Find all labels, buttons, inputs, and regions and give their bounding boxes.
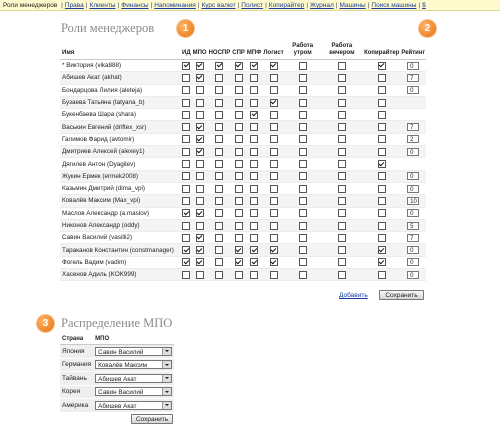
column-header: Работа вечером xyxy=(321,43,363,60)
role-checkbox[interactable] xyxy=(196,234,204,242)
role-checkbox[interactable] xyxy=(378,135,386,143)
distribution-section-title: Распределение МПО xyxy=(61,316,173,330)
save-roles-button[interactable]: Сохранить xyxy=(379,290,424,300)
role-checkbox[interactable] xyxy=(338,197,346,205)
role-checkbox[interactable] xyxy=(215,222,223,230)
nav-separator: | xyxy=(418,2,421,9)
role-checkbox[interactable] xyxy=(215,160,223,168)
nav-link[interactable]: Копирайтер xyxy=(268,2,305,9)
step-badge-1: 1 xyxy=(177,20,194,37)
table-row xyxy=(60,109,426,121)
role-checkbox[interactable] xyxy=(196,172,204,180)
role-checkbox[interactable] xyxy=(250,246,258,254)
role-checkbox[interactable] xyxy=(338,111,346,119)
nav-separator: | xyxy=(335,2,338,9)
role-checkbox[interactable] xyxy=(196,246,204,254)
role-checkbox[interactable] xyxy=(299,62,307,70)
role-checkbox[interactable] xyxy=(196,99,204,107)
role-checkbox[interactable] xyxy=(270,148,278,156)
role-checkbox[interactable] xyxy=(378,258,386,266)
role-checkbox[interactable] xyxy=(270,246,278,254)
rating-input[interactable]: 0 xyxy=(407,62,419,70)
role-checkbox[interactable] xyxy=(235,271,243,279)
role-checkbox[interactable] xyxy=(270,99,278,107)
country-label: Тайвань xyxy=(60,372,93,386)
role-checkbox[interactable] xyxy=(250,222,258,230)
rating-input[interactable]: 10 xyxy=(407,197,419,205)
manager-name: Хасенов Адиль (KOK999) xyxy=(60,269,181,281)
role-checkbox[interactable] xyxy=(196,74,204,82)
role-checkbox[interactable] xyxy=(182,148,190,156)
manager-select-value: Ковалёв Максим xyxy=(98,362,147,370)
role-checkbox[interactable] xyxy=(215,135,223,143)
role-checkbox[interactable] xyxy=(215,185,223,193)
role-checkbox[interactable] xyxy=(250,160,258,168)
role-checkbox[interactable] xyxy=(299,222,307,230)
table-row xyxy=(60,60,426,72)
manager-select[interactable] xyxy=(95,360,172,369)
role-checkbox[interactable] xyxy=(378,209,386,217)
role-checkbox[interactable] xyxy=(235,222,243,230)
role-checkbox[interactable] xyxy=(182,258,190,266)
role-checkbox[interactable] xyxy=(250,185,258,193)
role-checkbox[interactable] xyxy=(299,123,307,131)
rating-input[interactable]: 0 xyxy=(407,258,419,266)
rating-input[interactable]: 7 xyxy=(407,74,419,82)
nav-link[interactable]: Поиск машины xyxy=(371,2,417,9)
chevron-down-icon[interactable] xyxy=(162,388,171,395)
role-checkbox[interactable] xyxy=(235,185,243,193)
rating-input[interactable]: 0 xyxy=(407,271,419,279)
role-checkbox[interactable] xyxy=(250,86,258,94)
role-checkbox[interactable] xyxy=(215,99,223,107)
role-checkbox[interactable] xyxy=(196,197,204,205)
rating-input[interactable]: 0 xyxy=(407,185,419,193)
role-checkbox[interactable] xyxy=(196,209,204,217)
role-checkbox[interactable] xyxy=(215,74,223,82)
role-checkbox[interactable] xyxy=(338,160,346,168)
role-checkbox[interactable] xyxy=(270,185,278,193)
role-checkbox[interactable] xyxy=(250,148,258,156)
manager-name: * Виктория (vika888) xyxy=(60,60,181,72)
role-checkbox[interactable] xyxy=(250,197,258,205)
role-checkbox[interactable] xyxy=(196,62,204,70)
role-checkbox[interactable] xyxy=(338,62,346,70)
role-checkbox[interactable] xyxy=(250,99,258,107)
chevron-down-icon[interactable] xyxy=(162,348,171,355)
column-header: Копирайтер xyxy=(363,43,400,60)
nav-current: Роли менеджеров xyxy=(3,2,58,9)
role-checkbox[interactable] xyxy=(235,99,243,107)
role-checkbox[interactable] xyxy=(182,123,190,131)
column-header: НОСПР xyxy=(208,43,232,60)
role-checkbox[interactable] xyxy=(182,234,190,242)
role-checkbox[interactable] xyxy=(250,258,258,266)
role-checkbox[interactable] xyxy=(235,111,243,119)
roles-section-title: Роли менеджеров xyxy=(61,21,155,35)
role-checkbox[interactable] xyxy=(182,160,190,168)
role-checkbox[interactable] xyxy=(182,185,190,193)
manager-select-value: Абишев Акат xyxy=(98,375,137,383)
role-checkbox[interactable] xyxy=(378,86,386,94)
role-checkbox[interactable] xyxy=(378,197,386,205)
role-checkbox[interactable] xyxy=(250,172,258,180)
manager-select[interactable] xyxy=(95,401,172,410)
top-navigation xyxy=(0,0,500,11)
role-checkbox[interactable] xyxy=(196,123,204,131)
country-label: Корея xyxy=(60,385,93,399)
role-checkbox[interactable] xyxy=(270,197,278,205)
distribution-row xyxy=(60,372,174,386)
distribution-table xyxy=(60,336,174,413)
role-checkbox[interactable] xyxy=(378,160,386,168)
role-checkbox[interactable] xyxy=(235,86,243,94)
table-row xyxy=(60,96,426,108)
rating-input[interactable]: 2 xyxy=(407,135,419,143)
role-checkbox[interactable] xyxy=(299,197,307,205)
column-header: Имя xyxy=(60,43,181,60)
table-row xyxy=(60,232,426,244)
role-checkbox[interactable] xyxy=(270,172,278,180)
role-checkbox[interactable] xyxy=(250,234,258,242)
table-row xyxy=(60,146,426,158)
table-row xyxy=(60,170,426,182)
column-header: ИД xyxy=(181,43,192,60)
table-row xyxy=(60,269,426,281)
role-checkbox[interactable] xyxy=(235,209,243,217)
nav-separator: | xyxy=(117,2,120,9)
role-checkbox[interactable] xyxy=(378,99,386,107)
role-checkbox[interactable] xyxy=(250,271,258,279)
role-checkbox[interactable] xyxy=(270,234,278,242)
role-checkbox[interactable] xyxy=(338,86,346,94)
role-checkbox[interactable] xyxy=(299,135,307,143)
manager-name: Савин Василий (vasilli2) xyxy=(60,232,181,244)
nav-link[interactable]: $ xyxy=(422,2,426,9)
chevron-down-icon[interactable] xyxy=(162,375,171,382)
managers-table xyxy=(60,43,426,281)
column-header: МПО xyxy=(192,43,208,60)
role-checkbox[interactable] xyxy=(235,123,243,131)
role-checkbox[interactable] xyxy=(182,209,190,217)
nav-separator: | xyxy=(85,2,88,9)
role-checkbox[interactable] xyxy=(182,246,190,254)
role-checkbox[interactable] xyxy=(182,111,190,119)
distribution-row xyxy=(60,385,174,399)
role-checkbox[interactable] xyxy=(378,148,386,156)
role-checkbox[interactable] xyxy=(270,111,278,119)
role-checkbox[interactable] xyxy=(215,258,223,266)
manager-name: Тараканов Константин (constmanager) xyxy=(60,244,181,256)
role-checkbox[interactable] xyxy=(299,209,307,217)
role-checkbox[interactable] xyxy=(299,246,307,254)
role-checkbox[interactable] xyxy=(215,234,223,242)
role-checkbox[interactable] xyxy=(215,197,223,205)
role-checkbox[interactable] xyxy=(182,86,190,94)
table-row xyxy=(60,121,426,133)
manager-name: Абишев Акат (akhat) xyxy=(60,72,181,84)
table-row xyxy=(60,133,426,145)
role-checkbox[interactable] xyxy=(378,62,386,70)
nav-separator: | xyxy=(265,2,267,9)
role-checkbox[interactable] xyxy=(196,148,204,156)
manager-name: Никонов Александр (oddy) xyxy=(60,219,181,231)
role-checkbox[interactable] xyxy=(182,197,190,205)
manager-name: Казьмин Дмитрий (dima_vpi) xyxy=(60,182,181,194)
role-checkbox[interactable] xyxy=(215,86,223,94)
table-row xyxy=(60,244,426,256)
role-checkbox[interactable] xyxy=(338,172,346,180)
role-checkbox[interactable] xyxy=(235,246,243,254)
manager-select[interactable] xyxy=(95,374,172,383)
chevron-down-icon[interactable] xyxy=(162,402,171,409)
distribution-row xyxy=(60,399,174,413)
nav-separator: | xyxy=(367,2,370,9)
manager-name: Фогель Вадим (vadim) xyxy=(60,256,181,268)
role-checkbox[interactable] xyxy=(250,111,258,119)
role-checkbox[interactable] xyxy=(378,111,386,119)
col-country-header: Страна xyxy=(60,336,93,345)
role-checkbox[interactable] xyxy=(235,62,243,70)
role-checkbox[interactable] xyxy=(250,135,258,143)
role-checkbox[interactable] xyxy=(182,62,190,70)
role-checkbox[interactable] xyxy=(299,271,307,279)
role-checkbox[interactable] xyxy=(270,135,278,143)
manager-select-value: Абишев Акат xyxy=(98,402,137,410)
role-checkbox[interactable] xyxy=(270,258,278,266)
role-checkbox[interactable] xyxy=(338,234,346,242)
manager-select[interactable] xyxy=(95,347,172,356)
table-row xyxy=(60,195,426,207)
role-checkbox[interactable] xyxy=(378,123,386,131)
role-checkbox[interactable] xyxy=(215,209,223,217)
nav-link[interactable]: Журнал xyxy=(310,2,334,9)
role-checkbox[interactable] xyxy=(338,99,346,107)
column-header: Логист xyxy=(262,43,284,60)
nav-separator: | xyxy=(150,2,153,9)
role-checkbox[interactable] xyxy=(299,99,307,107)
nav-link[interactable]: Напоминания xyxy=(154,2,196,9)
role-checkbox[interactable] xyxy=(182,74,190,82)
rating-input[interactable]: 0 xyxy=(407,209,419,217)
role-checkbox[interactable] xyxy=(196,271,204,279)
role-checkbox[interactable] xyxy=(215,246,223,254)
role-checkbox[interactable] xyxy=(196,222,204,230)
role-checkbox[interactable] xyxy=(250,62,258,70)
nav-separator: | xyxy=(61,2,63,9)
role-checkbox[interactable] xyxy=(182,99,190,107)
nav-link[interactable]: Полист xyxy=(241,2,264,9)
manager-name: Дягилев Антон (Dyagilev) xyxy=(60,158,181,170)
role-checkbox[interactable] xyxy=(378,172,386,180)
column-header: Рейтинг xyxy=(400,43,426,60)
role-checkbox[interactable] xyxy=(215,148,223,156)
role-checkbox[interactable] xyxy=(196,160,204,168)
role-checkbox[interactable] xyxy=(378,234,386,242)
rating-input[interactable]: 7 xyxy=(407,123,419,131)
column-header: СПР xyxy=(231,43,246,60)
role-checkbox[interactable] xyxy=(270,86,278,94)
chevron-down-icon[interactable] xyxy=(162,361,171,368)
manager-name: Ковалёв Максим (Max_vpi) xyxy=(60,195,181,207)
manager-name: Галимов Фарид (avtomir) xyxy=(60,133,181,145)
nav-separator: | xyxy=(197,2,200,9)
role-checkbox[interactable] xyxy=(378,271,386,279)
country-label: Америка xyxy=(60,399,93,413)
role-checkbox[interactable] xyxy=(338,258,346,266)
rating-input[interactable]: 0 xyxy=(407,148,419,156)
manager-select-value: Савин Василий xyxy=(98,389,144,397)
role-checkbox[interactable] xyxy=(182,172,190,180)
role-checkbox[interactable] xyxy=(196,258,204,266)
role-checkbox[interactable] xyxy=(299,148,307,156)
role-checkbox[interactable] xyxy=(235,197,243,205)
role-checkbox[interactable] xyxy=(338,209,346,217)
nav-link[interactable]: Клиенты xyxy=(89,2,116,9)
manager-name: Бузаева Татьяна (tatyana_b) xyxy=(60,96,181,108)
role-checkbox[interactable] xyxy=(338,148,346,156)
role-checkbox[interactable] xyxy=(299,258,307,266)
role-checkbox[interactable] xyxy=(235,135,243,143)
role-checkbox[interactable] xyxy=(250,209,258,217)
step-badge-3: 3 xyxy=(37,315,54,332)
role-checkbox[interactable] xyxy=(196,185,204,193)
nav-separator: | xyxy=(306,2,309,9)
role-checkbox[interactable] xyxy=(299,86,307,94)
nav-link[interactable]: Права xyxy=(64,2,84,9)
role-checkbox[interactable] xyxy=(182,135,190,143)
manager-name: Васькин Евгений (driftex_xsr) xyxy=(60,121,181,133)
nav-link[interactable]: Финансы xyxy=(121,2,149,9)
role-checkbox[interactable] xyxy=(182,222,190,230)
role-checkbox[interactable] xyxy=(338,123,346,131)
role-checkbox[interactable] xyxy=(270,222,278,230)
role-checkbox[interactable] xyxy=(196,111,204,119)
role-checkbox[interactable] xyxy=(235,74,243,82)
role-checkbox[interactable] xyxy=(338,185,346,193)
table-row xyxy=(60,182,426,194)
save-distribution-button[interactable]: Сохранить xyxy=(131,414,173,424)
role-checkbox[interactable] xyxy=(215,62,223,70)
manager-select[interactable] xyxy=(95,387,172,396)
role-checkbox[interactable] xyxy=(338,135,346,143)
role-checkbox[interactable] xyxy=(299,74,307,82)
manager-name: Маслов Александр (a.maslov) xyxy=(60,207,181,219)
rating-input[interactable]: 0 xyxy=(407,246,419,254)
role-checkbox[interactable] xyxy=(378,74,386,82)
country-label: Германия xyxy=(60,358,93,372)
role-checkbox[interactable] xyxy=(215,271,223,279)
table-row xyxy=(60,84,426,96)
nav-link[interactable]: Машины xyxy=(339,2,366,9)
column-header: Работа утром xyxy=(285,43,321,60)
table-row xyxy=(60,158,426,170)
role-checkbox[interactable] xyxy=(299,185,307,193)
column-header: МПФ xyxy=(246,43,262,60)
rating-input[interactable]: 7 xyxy=(407,234,419,242)
role-checkbox[interactable] xyxy=(299,111,307,119)
role-checkbox[interactable] xyxy=(182,271,190,279)
table-row xyxy=(60,219,426,231)
manager-name: Дмитриев Алексей (alexey1) xyxy=(60,146,181,158)
step-badge-2: 2 xyxy=(419,20,436,37)
role-checkbox[interactable] xyxy=(270,209,278,217)
manager-name: Букенбаева Шара (shara) xyxy=(60,109,181,121)
distribution-row xyxy=(60,345,174,359)
role-checkbox[interactable] xyxy=(215,123,223,131)
country-label: Япония xyxy=(60,345,93,359)
role-checkbox[interactable] xyxy=(299,160,307,168)
rating-input[interactable]: 0 xyxy=(407,86,419,94)
role-checkbox[interactable] xyxy=(378,246,386,254)
role-checkbox[interactable] xyxy=(299,172,307,180)
table-row xyxy=(60,72,426,84)
role-checkbox[interactable] xyxy=(270,62,278,70)
role-checkbox[interactable] xyxy=(299,234,307,242)
role-checkbox[interactable] xyxy=(235,160,243,168)
role-checkbox[interactable] xyxy=(338,74,346,82)
role-checkbox[interactable] xyxy=(338,271,346,279)
role-checkbox[interactable] xyxy=(235,172,243,180)
role-checkbox[interactable] xyxy=(235,234,243,242)
nav-separator: | xyxy=(237,2,240,9)
role-checkbox[interactable] xyxy=(215,172,223,180)
role-checkbox[interactable] xyxy=(378,222,386,230)
add-manager-link[interactable]: Добавить xyxy=(339,292,368,299)
manager-select-value: Савин Василий xyxy=(98,348,144,356)
role-checkbox[interactable] xyxy=(250,74,258,82)
role-checkbox[interactable] xyxy=(338,246,346,254)
role-checkbox[interactable] xyxy=(215,111,223,119)
role-checkbox[interactable] xyxy=(270,271,278,279)
table-row xyxy=(60,256,426,268)
table-row xyxy=(60,207,426,219)
manager-name: Бондарцова Лилия (aleteja) xyxy=(60,84,181,96)
nav-link[interactable]: Курс валют xyxy=(201,2,236,9)
role-checkbox[interactable] xyxy=(338,222,346,230)
role-checkbox[interactable] xyxy=(235,148,243,156)
rating-input[interactable]: 5 xyxy=(407,222,419,230)
role-checkbox[interactable] xyxy=(270,160,278,168)
role-checkbox[interactable] xyxy=(270,123,278,131)
rating-input[interactable]: 0 xyxy=(407,172,419,180)
distribution-row xyxy=(60,358,174,372)
role-checkbox[interactable] xyxy=(196,135,204,143)
role-checkbox[interactable] xyxy=(250,123,258,131)
role-checkbox[interactable] xyxy=(378,185,386,193)
role-checkbox[interactable] xyxy=(235,258,243,266)
col-mpo-header: МПО xyxy=(93,336,174,345)
role-checkbox[interactable] xyxy=(270,74,278,82)
manager-name: Жукин Ермек (ermek2008) xyxy=(60,170,181,182)
role-checkbox[interactable] xyxy=(196,86,204,94)
